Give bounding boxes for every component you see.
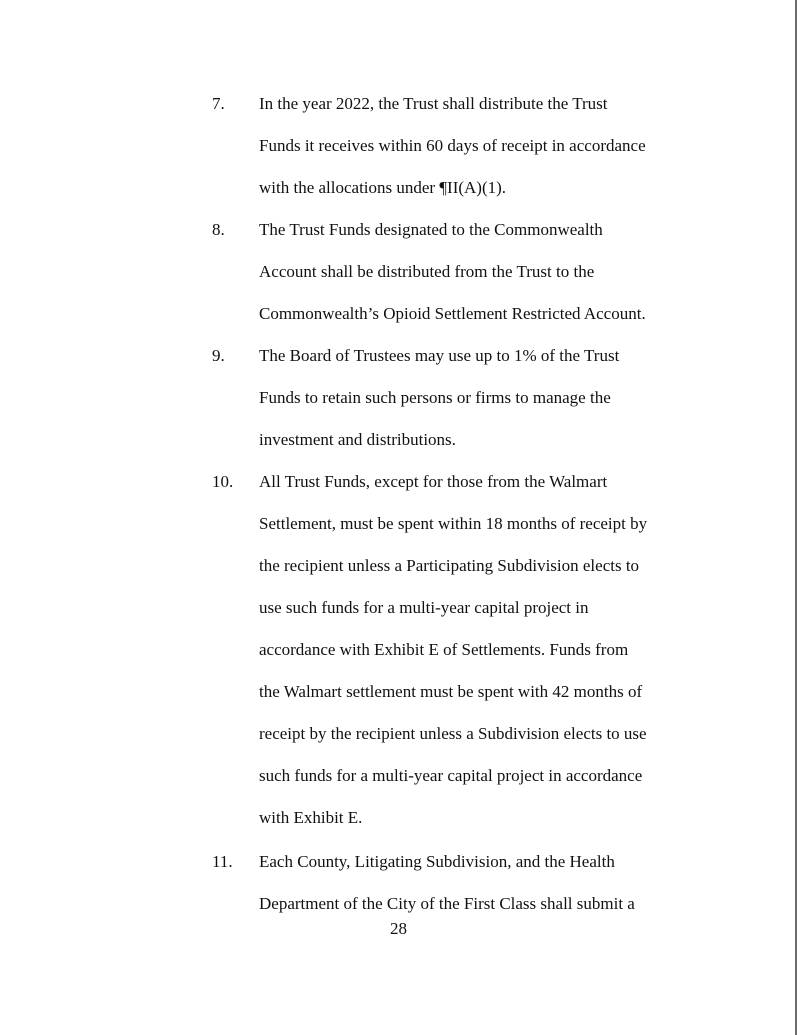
paragraph-text: [259, 83, 729, 209]
text-line: The Trust Funds designated to the Commonwealth: [259, 220, 603, 239]
text-line: Account shall be distributed from the Trust to the: [259, 262, 595, 281]
text-line: receipt by the recipient unless a Subdivision elects to use: [259, 724, 647, 743]
paragraph-text: [259, 841, 729, 925]
paragraph-number: 9.: [212, 346, 225, 365]
text-line: use such funds for a multi-year capital project in: [259, 598, 589, 617]
paragraph-text: [259, 335, 729, 461]
paragraph-number: 10.: [212, 472, 234, 491]
text-line: with the allocations under ¶II(A)(1).: [259, 178, 507, 197]
text-line: Settlement, must be spent within 18 months of receipt by: [259, 514, 648, 533]
text-line: Commonwealth’s Opioid Settlement Restricted Account.: [259, 304, 646, 323]
text-line: Department of the City of the First Class shall submit a: [259, 894, 635, 913]
text-line: such funds for a multi-year capital project in accordance: [259, 766, 643, 785]
text-line: In the year 2022, the Trust shall distribute the Trust: [259, 94, 608, 113]
text-line: investment and distributions.: [259, 430, 456, 449]
text-line: the Walmart settlement must be spent with 42 months of: [259, 682, 643, 701]
paragraph-number: 7.: [212, 94, 225, 113]
paragraph-text: [259, 209, 729, 335]
text-line: accordance with Exhibit E of Settlements. Funds from: [259, 640, 629, 659]
text-line: Each County, Litigating Subdivision, and the Health: [259, 852, 615, 871]
text-line: the recipient unless a Participating Subdivision elects to: [259, 556, 640, 575]
paragraph-number: 11.: [212, 852, 233, 871]
text-line: The Board of Trustees may use up to 1% of the Trust: [259, 346, 620, 365]
text-line: Funds it receives within 60 days of receipt in accordance: [259, 136, 646, 155]
text-line: Funds to retain such persons or firms to manage the: [259, 388, 611, 407]
text-line: All Trust Funds, except for those from the Walmart: [259, 472, 608, 491]
paragraph-text: [259, 461, 729, 839]
text-line: with Exhibit E.: [259, 808, 363, 827]
page-number: 28: [390, 919, 407, 938]
paragraph-number: 8.: [212, 220, 225, 239]
